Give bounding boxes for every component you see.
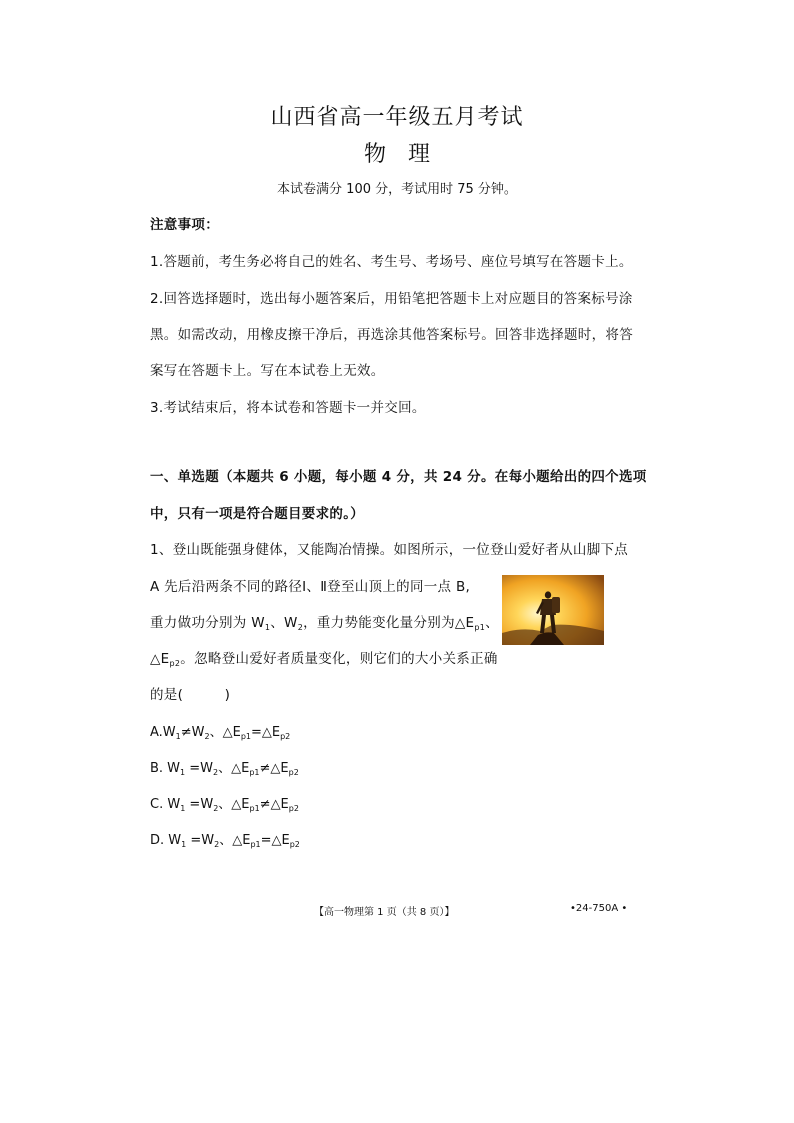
question-line: 1、登山既能强身健体，又能陶冶情操。如图所示，一位登山爱好者从山脚下点: [150, 542, 629, 558]
section-heading-line: 一、单选题（本题共 6 小题，每小题 4 分，共 24 分。在每小题给出的四个选项: [150, 469, 647, 485]
note-line: 黑。如需改动，用橡皮擦干净后，再选涂其他答案标号。回答非选择题时，将答: [150, 327, 633, 343]
option-b: B. $W_1 =W_2$、$\triangle E_{p1}\ne\triangle E_{p2}$: [150, 761, 299, 777]
exam-meta: 本试卷满分 100 分，考试用时 75 分钟。: [277, 182, 517, 197]
subject-title: 物 理: [363, 142, 430, 167]
question-line: A 先后沿两条不同的路径Ⅰ、Ⅱ登至山顶上的同一点 B,: [150, 579, 471, 595]
hiker-photo: [502, 575, 604, 645]
option-a: $A.W_1\ne W_2$、$\triangle E_{p1}=\triangle E_{p2}$: [150, 725, 291, 741]
note-line: 3.考试结束后，将本试卷和答题卡一并交回。: [150, 400, 426, 416]
note-line: 案写在答题卡上。写在本试卷上无效。: [150, 363, 385, 379]
section-heading-line: 中，只有一项是符合题目要求的。）: [150, 506, 365, 522]
page-footer: 【高一物理第 1 页（共 8 页）】: [314, 907, 455, 918]
exam-code: •24-750A •: [570, 903, 628, 914]
option-d: D. $W_1 =W_2$、$\triangle E_{p1}=\triangle E_{p2}$: [150, 833, 300, 849]
question-line: 的是( ): [150, 687, 231, 703]
option-c: C. $W_1 =W_2$、$\triangle E_{p1}\ne\triangle E_{p2}$: [150, 797, 299, 813]
question-line: $\triangle E_{p2}$。忽略登山爱好者质量变化，则它们的大小关系正确: [150, 651, 498, 668]
notes-heading: 注意事项：: [150, 217, 219, 233]
exam-title: 山西省高一年级五月考试: [270, 105, 524, 130]
question-line: 重力做功分别为 $W_1$、$W_2$，重力势能变化量分别为$\triangle E_{p1}$、: [150, 615, 499, 632]
note-line: 1.答题前，考生务必将自己的姓名、考生号、考场号、座位号填写在答题卡上。: [150, 254, 633, 270]
note-line: 2.回答选择题时，选出每小题答案后，用铅笔把答题卡上对应题目的答案标号涂: [150, 291, 633, 307]
